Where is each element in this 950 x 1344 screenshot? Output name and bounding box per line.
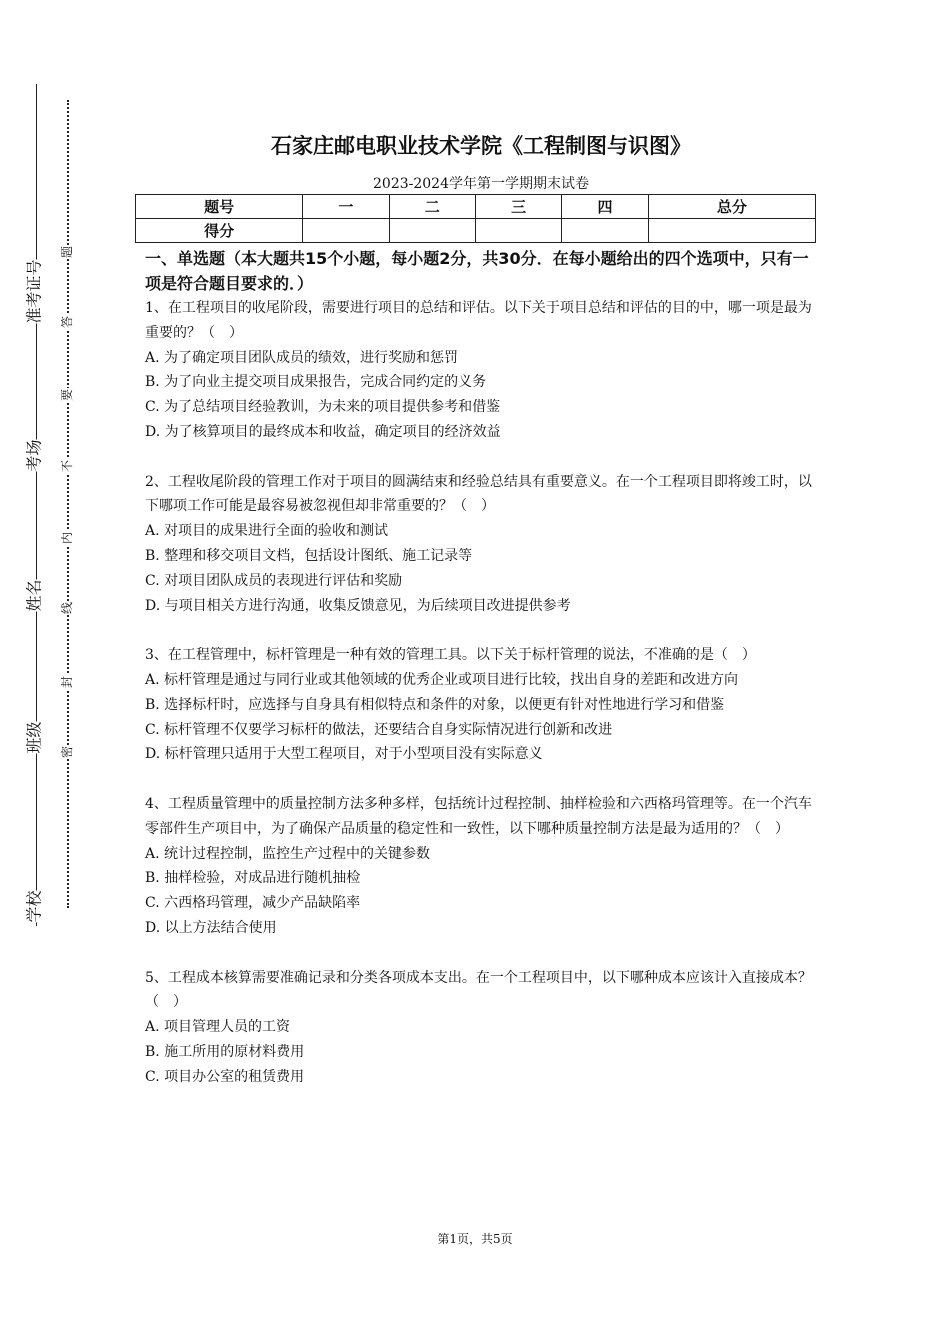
question-item [145,296,815,445]
score-cell: 四 [562,195,648,219]
question-stem: 2、工程收尾阶段的管理工作对于项目的圆满结束和经验总结具有重要意义。在一个工程项目即将竣工时，以下哪项工作可能是最容易被忽视但却非常重要的？（ ） [145,473,812,515]
question-option: B. 抽样检验，对成品进行随机抽检 [145,870,361,887]
field-label-school: 学校 [20,890,47,922]
field-label-ticket-number: 准考证号 [20,259,47,323]
question-option: D. 为了核算项目的最终成本和收益，确定项目的经济效益 [145,423,501,440]
question-stem: 1、在工程项目的收尾阶段，需要进行项目的总结和评估。以下关于项目总结和评估的目的中，哪一项是最为重要的？（ ） [145,300,812,341]
score-cell: 二 [389,195,475,219]
field-label-name: 姓名 [20,579,47,611]
score-entry-cell[interactable] [562,219,648,243]
question-option: D. 与项目相关方进行沟通，收集反馈意见，为后续项目改进提供参考 [145,597,571,614]
question-option: C. 项目办公室的租赁费用 [145,1068,305,1085]
question-option: B. 施工所用的原材料费用 [145,1043,305,1060]
question-item [145,792,815,941]
score-table-header-row [136,195,816,219]
score-entry-cell[interactable] [475,219,561,243]
seal-char: 要 [60,388,74,402]
seal-char: 不 [60,459,74,473]
question-option: B. 整理和移交项目文档，包括设计图纸、施工记录等 [145,547,473,564]
score-entry-cell[interactable] [389,219,475,243]
question-option: D. 标杆管理只适用于大型工程项目，对于小型项目没有实际意义 [145,746,543,763]
question-item [145,966,815,1090]
score-entry-cell[interactable] [648,219,815,243]
score-cell: 三 [475,195,561,219]
seal-char: 封 [60,675,74,689]
seal-char: 答 [60,315,74,329]
seal-char: 内 [60,531,74,545]
question-option: D. 以上方法结合使用 [145,919,277,936]
score-cell: 题号 [136,195,303,219]
score-table [135,194,816,243]
question-stem: 4、工程质量管理中的质量控制方法多种多样，包括统计过程控制、抽样检验和六西格玛管理等。在一个汽车零部件生产项目中，为了确保产品质量的稳定性和一致性，以下哪种质量控制方法是最为适用的？（ ） [145,795,812,837]
question-option: C. 标杆管理不仅要学习标杆的做法，还要结合自身实际情况进行创新和改进 [145,721,613,738]
score-table-score-row [136,219,816,243]
question-stem: 5、工程成本核算需要准确记录和分类各项成本支出。在一个工程项目中，以下哪种成本应该计入直接成本？（ ） [145,969,812,1011]
exam-title: 石家庄邮电职业技术学院《工程制图与识图》 [271,134,691,158]
binding-margin [0,0,110,1344]
exam-header [145,128,817,193]
question-item [145,643,815,767]
score-cell: 得分 [136,219,303,243]
question-option: A. 统计过程控制，监控生产过程中的关键参数 [145,845,431,862]
question-item [145,470,815,619]
question-option: A. 标杆管理是通过与同行业或其他领域的优秀企业或项目进行比较，找出自身的差距和改进方向 [145,671,739,688]
question-list [145,296,815,1114]
field-label-class: 班级 [20,721,47,753]
field-label-exam-room: 考场 [20,439,47,471]
section-title: 一、单选题（本大题共15个小题，每小题2分，共30分．在每小题给出的四个选项中，只有一项是符合题目要求的．） [145,249,809,293]
binding-solid-line [36,84,37,926]
question-option: C. 六西格玛管理，减少产品缺陷率 [145,895,361,912]
score-cell: 一 [303,195,389,219]
question-stem: 3、在工程管理中，标杆管理是一种有效的管理工具。以下关于标杆管理的说法，不准确的是（ ） [145,647,756,664]
question-option: C. 为了总结项目经验教训，为未来的项目提供参考和借鉴 [145,399,501,416]
question-option: A. 为了确定项目团队成员的绩效，进行奖励和惩罚 [145,349,459,366]
seal-char: 线 [60,601,74,615]
exam-subtitle: 2023-2024学年第一学期期末试卷 [373,176,589,192]
seal-char: 密 [60,745,74,759]
question-option: B. 为了向业主提交项目成果报告，完成合同约定的义务 [145,374,487,391]
binding-dotted-line [67,100,69,908]
score-entry-cell[interactable] [303,219,389,243]
question-option: A. 对项目的成果进行全面的验收和测试 [145,523,389,540]
question-option: A. 项目管理人员的工资 [145,1019,291,1036]
page-number: 第1页，共5页 [437,1232,513,1246]
question-option: B. 选择标杆时，应选择与自身具有相似特点和条件的对象，以便更有针对性地进行学习和借鉴 [145,696,725,713]
question-option: C. 对项目团队成员的表现进行评估和奖励 [145,572,403,589]
score-cell: 总分 [648,195,815,219]
seal-char: 题 [60,245,74,259]
